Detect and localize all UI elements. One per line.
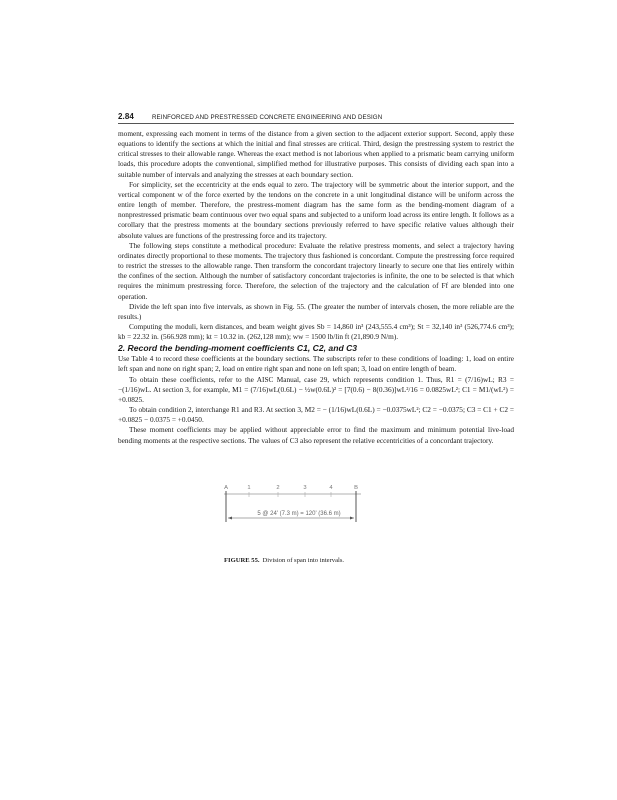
paragraph: moment, expressing each moment in terms of the distance from a given section to the adjacent exterior support. Second, apply these equations to identify the sections at which the initial and final stresses are critical. Third, design the prestressing system to restrict the critical stresses to their allowable range. Whereas the exact method is not laborious when applied to a prismatic beam carrying uniform loads, this procedure adopts the conventional, simplified method for illustrative purposes. This consists of dividing each span into a suitable number of intervals and analyzing the stresses at each boundary section.: [118, 129, 514, 179]
paragraph: Divide the left span into five intervals, as shown in Fig. 55. (The greater the number of intervals chosen, the more reliable are the results.): [118, 301, 514, 321]
dimension-arrow-left-icon: [228, 516, 232, 519]
paragraph: For simplicity, set the eccentricity at the ends equal to zero. The trajectory will be symmetric about the interior support, and the vertical component w of the force exerted by the tendons on the concrete in a unit longitudinal distance will be uniform across the entire length of member. Therefore, the prestress-moment diagram has the same form as the bending-moment diagram of a nonprestressed prismatic beam continuous over two equal spans and subjected to a uniform load across its entire length. It follows as a corollary that the prestress moments at the boundary sections previously referred to have specific relative values although their absolute values are functions of the prestressing force and its trajectory.: [118, 179, 514, 240]
caption-text: Division of span into intervals.: [262, 556, 345, 564]
span-diagram: [118, 456, 514, 556]
figure-caption: [224, 557, 344, 565]
section-heading: 2. Record the bending-moment coefficients C1, C2, and C3: [118, 343, 358, 354]
dimension-arrow-right-icon: [350, 516, 354, 519]
point-label-b: B: [354, 484, 358, 491]
caption-number: FIGURE 55.: [224, 556, 260, 564]
paragraph: These moment coefficients may be applied without appreciable error to find the maximum and minimum potential live-load bending moments at the respective sections. The values of C3 also represent the relative eccentricities of a concordant trajectory.: [118, 425, 514, 445]
point-label-4: 4: [329, 484, 333, 491]
figure-55: [118, 456, 514, 566]
running-header: [118, 112, 514, 124]
dimension-label: 5 @ 24' (7.3 m) = 120' (36.6 m): [257, 510, 341, 517]
running-title: REINFORCED AND PRESTRESSED CONCRETE ENGINEERING AND DESIGN: [151, 114, 383, 121]
paragraph: Computing the moduli, kern distances, and beam weight gives Sb = 14,860 in³ (243,555.4 cm³); St = 32,140 in³ (526,774.6 cm³); kb = 22.32 in. (566.928 mm); kt = 10.32 in. (262,128 mm); ww = 1500 lb/lin ft (21,890.9 N/m).: [118, 321, 514, 342]
paragraph: The following steps constitute a methodical procedure: Evaluate the relative prestress moments, and select a trajectory having ordinates directly proportional to these moments. The trajectory thus fashioned is concordant. Compute the prestressing force required to restrict the stresses to the allowable range. Then transform the concordant trajectory linearly to secure one that lies entirely within the confines of the section. Although the number of satisfactory concordant trajectories is infinite, the one to be selected is that which requires the minimum prestressing force. Therefore, the selection of the trajectory and the calculation of Ff are blended into one operation.: [118, 240, 514, 301]
paragraph: Use Table 4 to record these coefficients at the boundary sections. The subscripts refer to these conditions of loading: 1, load on entire left span and none on right span; 2, load on entire right span and none on left span; 3, load on entire length of beam.: [118, 354, 514, 374]
point-label-a: A: [224, 484, 228, 491]
paragraph: To obtain these coefficients, refer to the AISC Manual, case 29, which represents condition 1. Thus, R1 = (7/16)wL; R3 = −(1/16)wL. At section 3, for example, M1 = (7/16)wL(0.6L) − ½w(0.6L)² = [7(0.6) − 8(0.36)]wL²/16 = 0.0825wL²; C1 = M1/(wL²) = +0.0825.: [118, 374, 514, 404]
page-number: 2.84: [118, 112, 134, 121]
body-text: [118, 129, 514, 446]
point-label-3: 3: [303, 484, 307, 491]
paragraph: To obtain condition 2, interchange R1 and R3. At section 3, M2 = − (1/16)wL(0.6L) = −0.0375wL²; C2 = −0.0375; C3 = C1 + C2 = +0.0825 − 0.0375 = +0.0450.: [118, 405, 514, 425]
point-label-1: 1: [247, 484, 251, 491]
point-label-2: 2: [276, 484, 280, 491]
document-page: [118, 112, 514, 566]
